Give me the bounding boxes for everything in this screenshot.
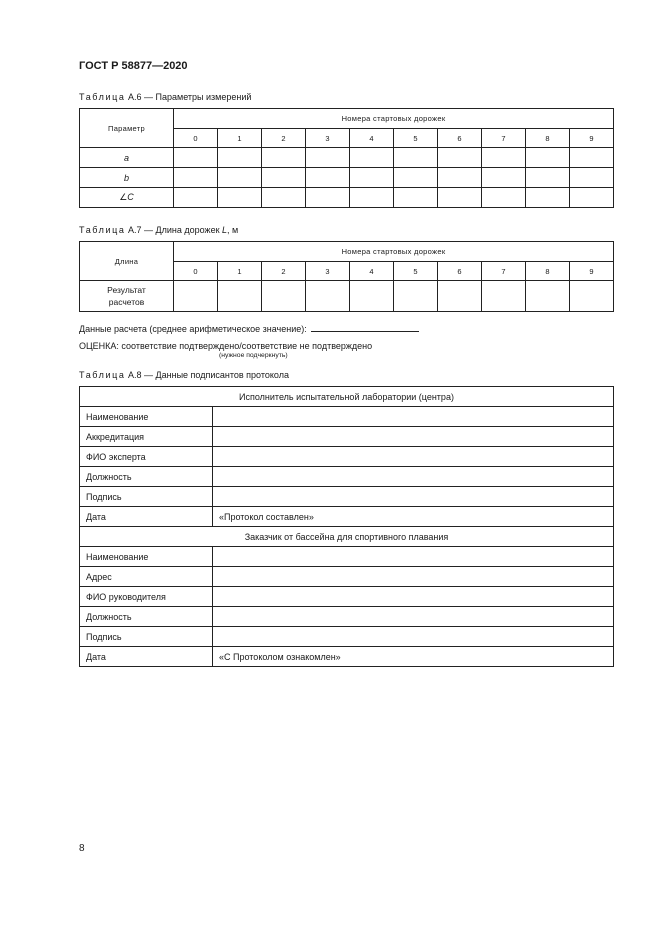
param-header: Параметр [80,109,174,148]
document-header: ГОСТ Р 58877—2020 [79,60,188,72]
row-label: Дата [80,647,213,667]
table-a7-caption [79,225,238,235]
value-cell [438,148,482,168]
row-value [213,427,614,447]
row-value [213,447,614,467]
row-label: ФИО руководителя [80,587,213,607]
lane-number: 5 [394,262,438,281]
value-cell [218,281,262,312]
lane-number: 8 [526,262,570,281]
value-cell [394,148,438,168]
value-cell [174,148,218,168]
row-value [213,467,614,487]
row-label: Наименование [80,547,213,567]
value-cell [350,168,394,188]
value-cell [394,281,438,312]
row-value: «С Протоколом ознакомлен» [213,647,614,667]
row-value [213,587,614,607]
lane-number: 0 [174,129,218,148]
value-cell [438,281,482,312]
result-label [80,281,174,312]
table-a6-caption-text: А.6 — Параметры измерений [128,92,252,102]
row-label: Адрес [80,567,213,587]
table-row [80,547,614,567]
calc-data-blank [311,322,419,332]
value-cell [262,188,306,208]
value-cell [570,281,614,312]
lane-number: 7 [482,262,526,281]
table-a8-caption [79,370,289,380]
row-label: Должность [80,607,213,627]
lane-number: 6 [438,129,482,148]
lane-number: 4 [350,262,394,281]
row-value [213,627,614,647]
value-cell [350,148,394,168]
calc-data-label: Данные расчета (среднее арифметическое значение): [79,324,307,334]
table-row [80,627,614,647]
table-row [80,188,614,208]
row-value [213,547,614,567]
result-label-line1: Результат [107,285,146,295]
row-label: Наименование [80,407,213,427]
row-label: Подпись [80,627,213,647]
value-cell [526,188,570,208]
value-cell [394,188,438,208]
value-cell [482,148,526,168]
value-cell [306,188,350,208]
table-row [80,281,614,312]
assessment-note: (нужное подчеркнуть) [219,352,288,359]
lane-number: 2 [262,262,306,281]
section-title-customer: Заказчик от бассейна для спортивного плавания [80,527,614,547]
value-cell [526,281,570,312]
table-row [80,168,614,188]
table-row [80,148,614,168]
value-cell [218,188,262,208]
param-label: a [80,148,174,168]
row-value [213,567,614,587]
calc-data-line [79,322,419,334]
value-cell [570,168,614,188]
table-row [80,487,614,507]
lane-number: 5 [394,129,438,148]
table-row [80,427,614,447]
value-cell [438,168,482,188]
table-a7-caption-var: L [222,225,228,235]
table-a6-caption [79,92,251,102]
value-cell [482,281,526,312]
row-label: Подпись [80,487,213,507]
value-cell [526,148,570,168]
length-header: Длина [80,242,174,281]
table-row [80,407,614,427]
table-row [80,567,614,587]
result-label-line2: расчетов [108,297,145,307]
value-cell [482,168,526,188]
table-row [80,607,614,627]
table-a7-caption-word: Таблица [79,225,126,235]
lane-number: 3 [306,262,350,281]
page-number: 8 [79,843,85,854]
value-cell [438,188,482,208]
table-a8 [79,386,614,667]
table-a7-caption-unit: , м [227,225,239,235]
row-value [213,607,614,627]
value-cell [218,168,262,188]
value-cell [570,148,614,168]
row-label: Дата [80,507,213,527]
lanes-header: Номера стартовых дорожек [174,109,614,129]
value-cell [306,281,350,312]
value-cell [306,168,350,188]
value-cell [350,188,394,208]
table-a6 [79,108,614,208]
value-cell [570,188,614,208]
lane-number: 0 [174,262,218,281]
param-label: ∠C [80,188,174,208]
lane-number: 1 [218,262,262,281]
table-row [80,507,614,527]
lane-number: 1 [218,129,262,148]
lane-number: 4 [350,129,394,148]
lane-number: 2 [262,129,306,148]
row-value [213,407,614,427]
table-row [80,447,614,467]
table-a6-caption-word: Таблица [79,92,126,102]
value-cell [262,148,306,168]
table-a7-caption-text: А.7 — Длина дорожек [128,225,223,235]
table-row [80,467,614,487]
value-cell [482,188,526,208]
section-title-executor: Исполнитель испытательной лаборатории (центра) [80,387,614,407]
table-a7 [79,241,614,312]
row-value: «Протокол составлен» [213,507,614,527]
assessment-text: ОЦЕНКА: соответствие подтверждено/соответствие не подтверждено [79,341,373,351]
table-a8-caption-word: Таблица [79,370,126,380]
lane-number: 8 [526,129,570,148]
row-label: Аккредитация [80,427,213,447]
lane-number: 9 [570,262,614,281]
table-row [80,587,614,607]
value-cell [174,188,218,208]
row-label: ФИО эксперта [80,447,213,467]
lane-number: 3 [306,129,350,148]
value-cell [306,148,350,168]
lanes-header: Номера стартовых дорожек [174,242,614,262]
lane-number: 6 [438,262,482,281]
value-cell [174,281,218,312]
row-value [213,487,614,507]
value-cell [174,168,218,188]
value-cell [394,168,438,188]
value-cell [526,168,570,188]
value-cell [350,281,394,312]
value-cell [262,281,306,312]
lane-number: 7 [482,129,526,148]
param-label: b [80,168,174,188]
value-cell [218,148,262,168]
table-a8-caption-text: А.8 — Данные подписантов протокола [128,370,289,380]
table-row [80,647,614,667]
value-cell [262,168,306,188]
lane-number: 9 [570,129,614,148]
row-label: Должность [80,467,213,487]
